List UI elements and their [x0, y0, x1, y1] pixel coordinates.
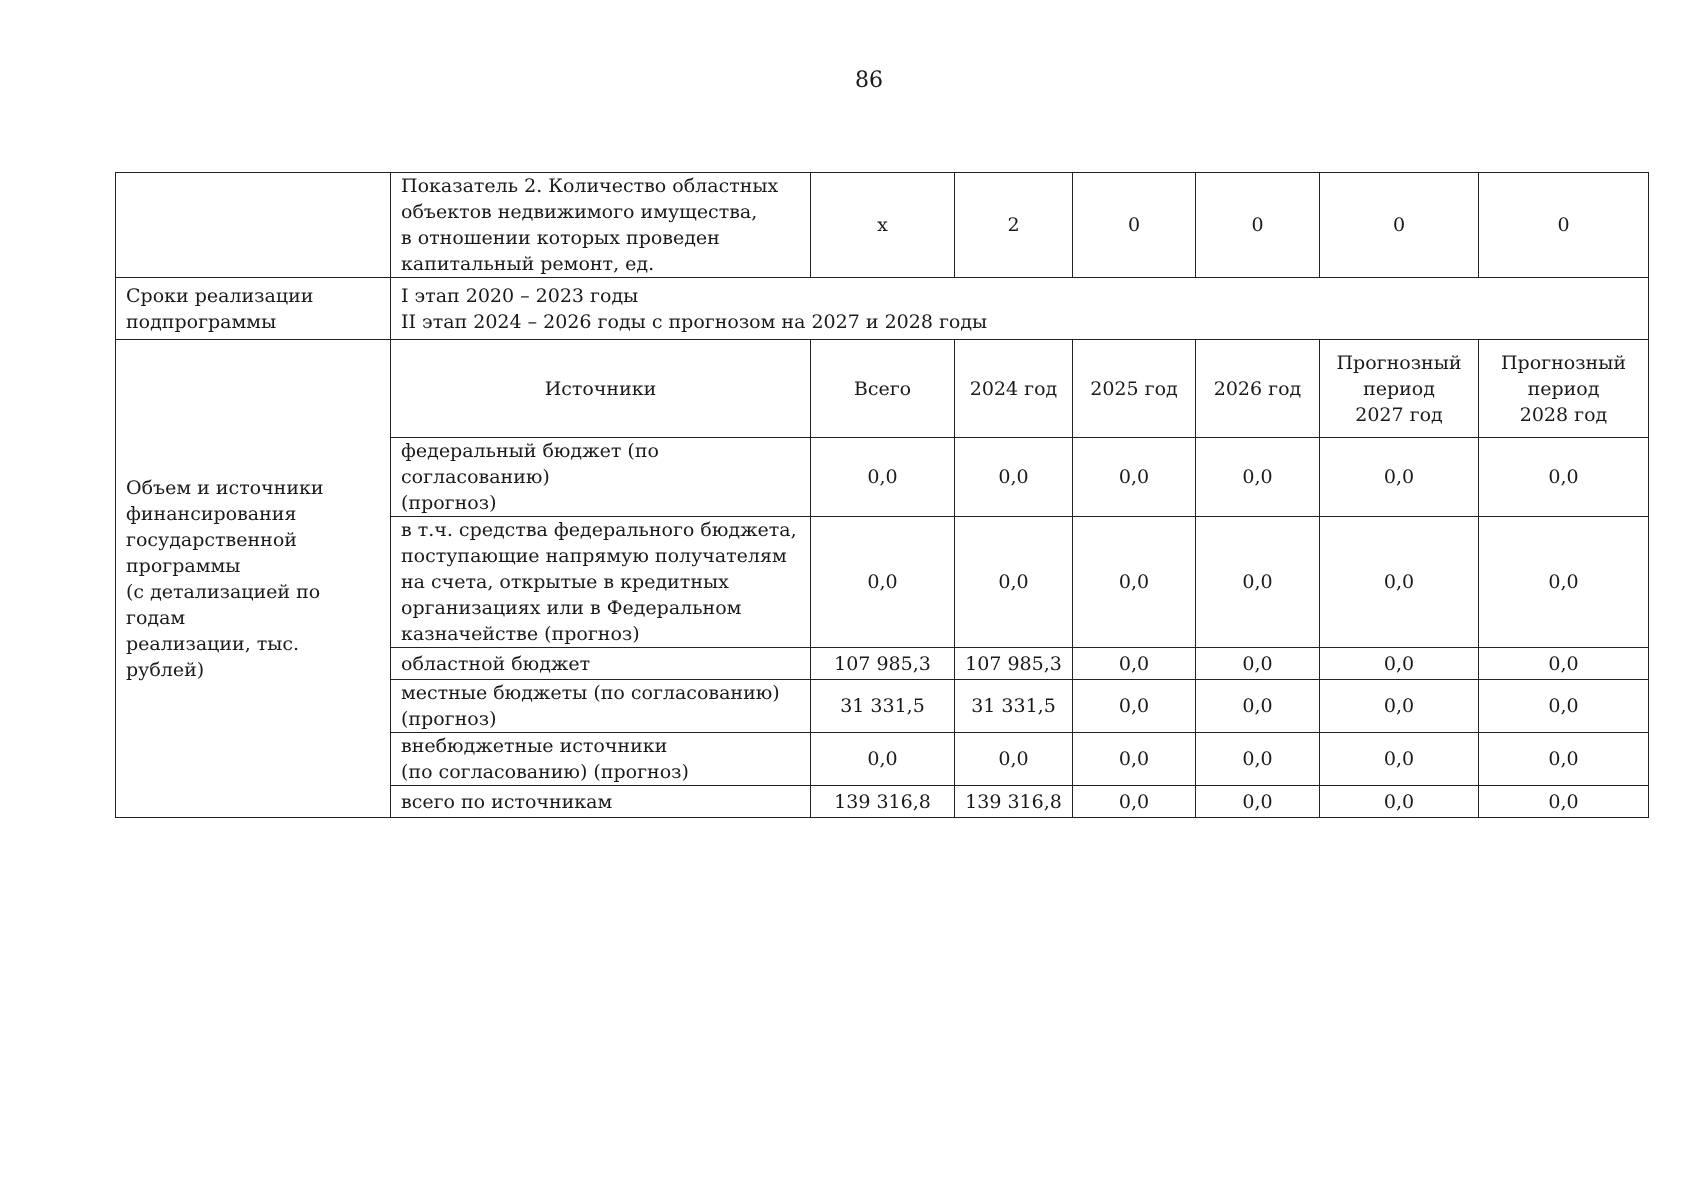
value-cell: 0,0: [1320, 680, 1479, 733]
value-cell: 0,0: [1196, 438, 1320, 517]
value-cell: 0,0: [1196, 680, 1320, 733]
value-cell: 0,0: [811, 517, 955, 648]
header-2026: 2026 год: [1196, 340, 1320, 438]
value-cell: 0,0: [1073, 680, 1196, 733]
indicator-value: 2: [955, 173, 1073, 278]
source-extrabudgetary: внебюджетные источники (по согласованию) (прогноз): [391, 733, 811, 786]
value-cell: 0,0: [1073, 648, 1196, 680]
value-cell: 0,0: [1196, 517, 1320, 648]
empty-cell: [116, 173, 391, 278]
value-cell: 0,0: [811, 733, 955, 786]
financing-label: Объем и источники финансирования государственной программы (с детализацией по годам реализации, тыс. рублей): [116, 340, 391, 818]
header-2024: 2024 год: [955, 340, 1073, 438]
value-cell: 31 331,5: [955, 680, 1073, 733]
value-cell: 0,0: [1073, 786, 1196, 818]
indicator-value: 0: [1073, 173, 1196, 278]
header-sources: Источники: [391, 340, 811, 438]
indicator-value: 0: [1196, 173, 1320, 278]
value-cell: 0,0: [1073, 438, 1196, 517]
value-cell: 0,0: [1320, 517, 1479, 648]
value-cell: 0,0: [1479, 733, 1649, 786]
value-cell: 31 331,5: [811, 680, 955, 733]
page-number: 86: [855, 68, 883, 93]
value-cell: 0,0: [1479, 438, 1649, 517]
indicator-row: [116, 173, 1649, 278]
header-forecast-2028: Прогнозный период 2028 год: [1479, 340, 1649, 438]
value-cell: 0,0: [1196, 733, 1320, 786]
value-cell: 0,0: [1196, 648, 1320, 680]
source-federal-direct: в т.ч. средства федерального бюджета, поступающие напрямую получателям на счета, открытые в кредитных организациях или в Федеральном казначействе (прогноз): [391, 517, 811, 648]
value-cell: 0,0: [955, 438, 1073, 517]
terms-stages: I этап 2020 – 2023 годы II этап 2024 – 2026 годы с прогнозом на 2027 и 2028 годы: [391, 278, 1649, 340]
value-cell: 0,0: [1320, 786, 1479, 818]
financing-header-row: [116, 340, 1649, 438]
indicator-label: Показатель 2. Количество областных объектов недвижимого имущества, в отношении которых проведен капитальный ремонт, ед.: [391, 173, 811, 278]
value-cell: 0,0: [1320, 733, 1479, 786]
value-cell: 0,0: [955, 733, 1073, 786]
value-cell: 139 316,8: [955, 786, 1073, 818]
source-federal: федеральный бюджет (по согласованию) (прогноз): [391, 438, 811, 517]
value-cell: 107 985,3: [811, 648, 955, 680]
terms-label: Сроки реализации подпрограммы: [116, 278, 391, 340]
value-cell: 0,0: [1479, 786, 1649, 818]
value-cell: 0,0: [1479, 680, 1649, 733]
header-2025: 2025 год: [1073, 340, 1196, 438]
header-forecast-2027: Прогнозный период 2027 год: [1320, 340, 1479, 438]
source-regional: областной бюджет: [391, 648, 811, 680]
value-cell: 0,0: [1196, 786, 1320, 818]
source-total: всего по источникам: [391, 786, 811, 818]
header-total: Всего: [811, 340, 955, 438]
value-cell: 0,0: [1320, 438, 1479, 517]
indicator-value: 0: [1320, 173, 1479, 278]
value-cell: 0,0: [1320, 648, 1479, 680]
value-cell: 0,0: [1073, 733, 1196, 786]
value-cell: 0,0: [1073, 517, 1196, 648]
value-cell: 0,0: [811, 438, 955, 517]
source-local: местные бюджеты (по согласованию) (прогноз): [391, 680, 811, 733]
indicator-value: х: [811, 173, 955, 278]
indicator-value: 0: [1479, 173, 1649, 278]
program-passport-table: [115, 172, 1649, 818]
value-cell: 0,0: [955, 517, 1073, 648]
value-cell: 0,0: [1479, 648, 1649, 680]
value-cell: 107 985,3: [955, 648, 1073, 680]
value-cell: 0,0: [1479, 517, 1649, 648]
value-cell: 139 316,8: [811, 786, 955, 818]
terms-row: [116, 278, 1649, 340]
